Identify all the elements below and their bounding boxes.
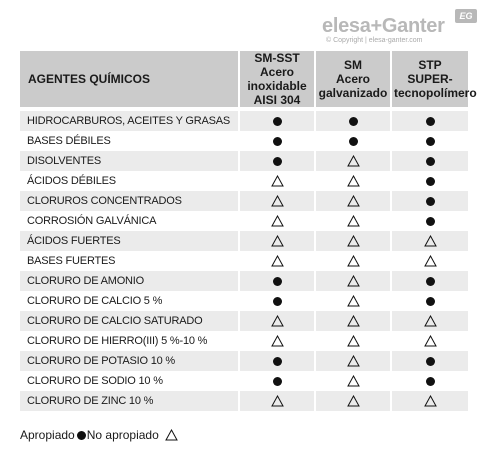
table-row xyxy=(20,331,468,351)
header-material: SUPER- xyxy=(407,72,453,86)
filled-circle-icon xyxy=(426,297,435,306)
table-row xyxy=(20,191,468,211)
chemical-agent-name: CLORURO DE AMONIO xyxy=(20,271,239,291)
legend xyxy=(20,428,178,442)
rating-cell-stp xyxy=(391,231,468,251)
header-label: AGENTES QUÍMICOS xyxy=(28,72,151,86)
table-row xyxy=(20,231,468,251)
table-row xyxy=(20,351,468,371)
table-row xyxy=(20,371,468,391)
filled-circle-icon xyxy=(426,277,435,286)
copyright-text: © Copyright | elesa-ganter.com xyxy=(326,37,423,44)
rating-cell-sm xyxy=(315,211,391,231)
table-row xyxy=(20,291,468,311)
triangle-outline-icon xyxy=(347,155,360,167)
rating-cell-sm-sst xyxy=(239,311,315,331)
filled-circle-icon xyxy=(426,137,435,146)
chemical-agent-name: BASES FUERTES xyxy=(20,251,239,271)
header-stp xyxy=(391,51,477,109)
chemical-agent-name: CLORURO DE POTASIO 10 % xyxy=(20,351,239,371)
rating-cell-stp xyxy=(391,311,468,331)
table-row xyxy=(20,109,468,131)
rating-cell-sm-sst xyxy=(239,271,315,291)
rating-cell-sm xyxy=(315,291,391,311)
brand-logo xyxy=(322,9,482,43)
filled-circle-icon xyxy=(349,117,358,126)
table-row xyxy=(20,211,468,231)
table-row xyxy=(20,151,468,171)
table-row xyxy=(20,171,468,191)
header-code: STP xyxy=(418,58,442,72)
filled-circle-icon xyxy=(349,137,358,146)
triangle-outline-icon xyxy=(347,255,360,267)
triangle-outline-icon xyxy=(271,175,284,187)
filled-circle-icon xyxy=(426,217,435,226)
chemical-agent-name: CLORURO DE CALCIO 5 % xyxy=(20,291,239,311)
rating-cell-sm xyxy=(315,271,391,291)
triangle-outline-icon xyxy=(347,295,360,307)
rating-cell-sm xyxy=(315,251,391,271)
header-grade: tecnopolímero xyxy=(394,86,477,100)
triangle-outline-icon xyxy=(271,315,284,327)
chemical-agent-name: HIDROCARBUROS, ACEITES Y GRASAS xyxy=(20,109,239,131)
triangle-outline-icon xyxy=(271,255,284,267)
triangle-outline-icon xyxy=(347,275,360,287)
rating-cell-sm xyxy=(315,311,391,331)
rating-cell-sm xyxy=(315,131,391,151)
triangle-outline-icon xyxy=(271,395,284,407)
table-row xyxy=(20,131,468,151)
rating-cell-sm xyxy=(315,231,391,251)
triangle-outline-icon xyxy=(347,335,360,347)
chemical-agent-name: CORROSIÓN GALVÁNICA xyxy=(20,211,239,231)
brand-mark-icon: EG xyxy=(455,9,477,23)
header-code: SM-SST xyxy=(254,51,300,65)
rating-cell-stp xyxy=(391,391,468,411)
triangle-outline-icon xyxy=(424,315,437,327)
rating-cell-stp xyxy=(391,331,468,351)
header-code: SM xyxy=(344,58,362,72)
header-row xyxy=(20,51,468,109)
chemical-agent-name: CLORURO DE HIERRO(III) 5 %-10 % xyxy=(20,331,239,351)
header-material: Acero xyxy=(335,72,370,86)
triangle-outline-icon xyxy=(424,395,437,407)
table-row xyxy=(20,391,468,411)
rating-cell-stp xyxy=(391,291,468,311)
filled-circle-icon xyxy=(273,357,282,366)
rating-cell-sm-sst xyxy=(239,109,315,131)
filled-circle-icon xyxy=(273,157,282,166)
rating-cell-stp xyxy=(391,171,468,191)
chemical-agent-name: DISOLVENTES xyxy=(20,151,239,171)
triangle-outline-icon xyxy=(347,235,360,247)
filled-circle-icon xyxy=(273,377,282,386)
triangle-outline-icon xyxy=(347,195,360,207)
triangle-outline-icon xyxy=(347,215,360,227)
rating-cell-stp xyxy=(391,271,468,291)
rating-cell-stp xyxy=(391,211,468,231)
rating-cell-sm-sst xyxy=(239,331,315,351)
filled-circle-icon xyxy=(77,431,86,440)
chemical-agent-name: CLORURO DE CALCIO SATURADO xyxy=(20,311,239,331)
rating-cell-sm-sst xyxy=(239,351,315,371)
filled-circle-icon xyxy=(273,277,282,286)
header-grade: AISI 304 xyxy=(253,93,301,107)
rating-cell-sm xyxy=(315,371,391,391)
table-body xyxy=(20,109,468,411)
filled-circle-icon xyxy=(273,137,282,146)
rating-cell-sm-sst xyxy=(239,371,315,391)
legend-not-appropriate-label: No apropiado xyxy=(86,428,159,442)
rating-cell-sm-sst xyxy=(239,131,315,151)
rating-cell-sm-sst xyxy=(239,391,315,411)
chemical-agent-name: CLORURO DE SODIO 10 % xyxy=(20,371,239,391)
header-sm xyxy=(315,51,391,109)
rating-cell-stp xyxy=(391,109,468,131)
rating-cell-stp xyxy=(391,151,468,171)
triangle-outline-icon xyxy=(271,335,284,347)
header-grade: galvanizado xyxy=(318,86,388,100)
rating-cell-stp xyxy=(391,371,468,391)
rating-cell-sm-sst xyxy=(239,151,315,171)
triangle-outline-icon xyxy=(347,375,360,387)
filled-circle-icon xyxy=(273,117,282,126)
rating-cell-sm-sst xyxy=(239,191,315,211)
table-row xyxy=(20,251,468,271)
rating-cell-stp xyxy=(391,251,468,271)
triangle-outline-icon xyxy=(165,429,178,441)
rating-cell-sm xyxy=(315,351,391,371)
brand-wordmark: elesa+Ganter xyxy=(322,15,445,37)
header-chemical-agents xyxy=(20,51,239,109)
triangle-outline-icon xyxy=(271,215,284,227)
rating-cell-sm xyxy=(315,191,391,211)
rating-cell-stp xyxy=(391,351,468,371)
rating-cell-sm-sst xyxy=(239,251,315,271)
rating-cell-stp xyxy=(391,131,468,151)
chemical-agent-name: BASES DÉBILES xyxy=(20,131,239,151)
chemical-resistance-table xyxy=(20,51,477,411)
rating-cell-sm xyxy=(315,151,391,171)
table-row xyxy=(20,311,468,331)
rating-cell-sm xyxy=(315,109,391,131)
triangle-outline-icon xyxy=(424,335,437,347)
table-row xyxy=(20,271,468,291)
filled-circle-icon xyxy=(426,357,435,366)
header-sm-sst xyxy=(239,51,315,109)
filled-circle-icon xyxy=(426,117,435,126)
chemical-agent-name: ÁCIDOS FUERTES xyxy=(20,231,239,251)
filled-circle-icon xyxy=(426,177,435,186)
triangle-outline-icon xyxy=(347,175,360,187)
chemical-agent-name: CLORUROS CONCENTRADOS xyxy=(20,191,239,211)
filled-circle-icon xyxy=(426,377,435,386)
header-material: Acero inoxidable xyxy=(247,65,307,93)
triangle-outline-icon xyxy=(347,355,360,367)
rating-cell-sm-sst xyxy=(239,171,315,191)
filled-circle-icon xyxy=(426,157,435,166)
chemical-agent-name: CLORURO DE ZINC 10 % xyxy=(20,391,239,411)
rating-cell-sm xyxy=(315,391,391,411)
rating-cell-sm-sst xyxy=(239,231,315,251)
triangle-outline-icon xyxy=(271,195,284,207)
filled-circle-icon xyxy=(426,197,435,206)
chemical-agent-name: ÁCIDOS DÉBILES xyxy=(20,171,239,191)
rating-cell-sm xyxy=(315,331,391,351)
triangle-outline-icon xyxy=(347,315,360,327)
legend-appropriate-label: Apropiado xyxy=(20,428,75,442)
filled-circle-icon xyxy=(273,297,282,306)
triangle-outline-icon xyxy=(424,255,437,267)
triangle-outline-icon xyxy=(424,235,437,247)
triangle-outline-icon xyxy=(347,395,360,407)
rating-cell-sm xyxy=(315,171,391,191)
rating-cell-sm-sst xyxy=(239,211,315,231)
triangle-outline-icon xyxy=(271,235,284,247)
rating-cell-stp xyxy=(391,191,468,211)
rating-cell-sm-sst xyxy=(239,291,315,311)
